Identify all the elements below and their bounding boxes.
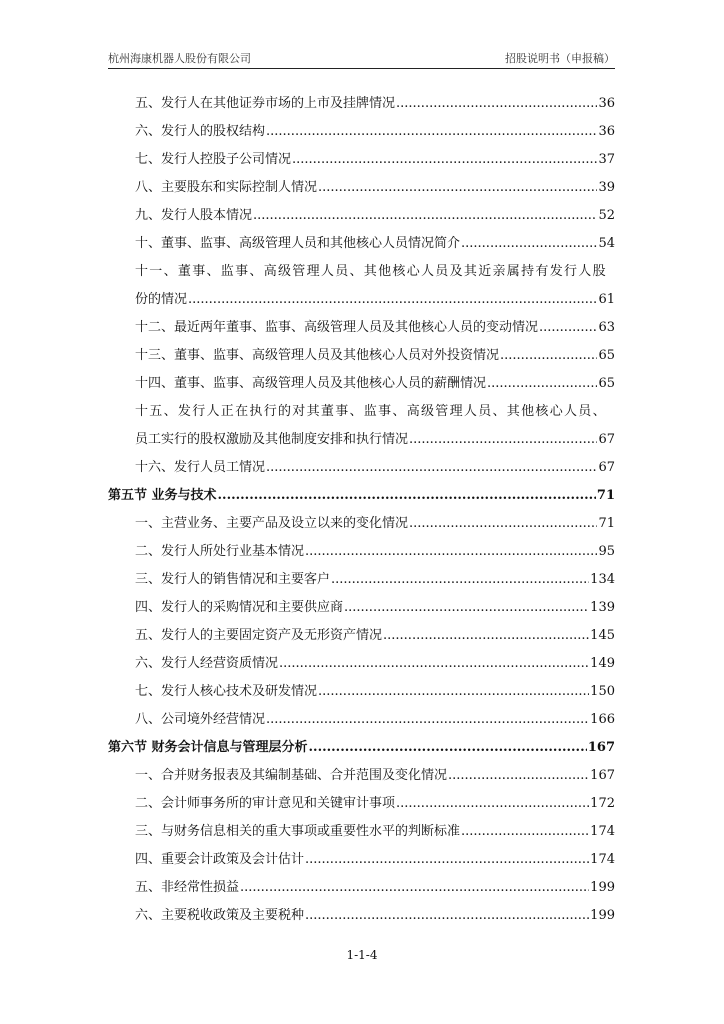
toc-page-number: 37 xyxy=(598,152,615,167)
table-of-contents xyxy=(108,84,615,924)
toc-page-number: 54 xyxy=(598,236,615,251)
toc-entry[interactable] xyxy=(108,196,615,224)
toc-page-number: 139 xyxy=(590,600,615,615)
toc-page-number: 167 xyxy=(587,740,615,755)
toc-entry-title: 九、发行人股本情况 xyxy=(135,208,253,223)
toc-entry[interactable] xyxy=(108,112,615,140)
toc-entry[interactable] xyxy=(108,308,615,336)
toc-dot-leader xyxy=(539,319,597,336)
toc-entry[interactable] xyxy=(108,168,615,196)
toc-page-number: 166 xyxy=(590,712,615,727)
toc-entry-title: 四、发行人的采购情况和主要供应商 xyxy=(135,600,344,615)
toc-entry[interactable] xyxy=(108,224,615,252)
toc-entry-title: 十三、董事、监事、高级管理人员及其他核心人员对外投资情况 xyxy=(135,348,500,363)
toc-page-number: 174 xyxy=(590,824,615,839)
header-divider xyxy=(108,68,615,69)
toc-dot-leader xyxy=(309,739,587,756)
toc-entry[interactable] xyxy=(108,672,615,700)
toc-entry-title: 第五节 业务与技术 xyxy=(108,488,217,503)
header-company-name: 杭州海康机器人股份有限公司 xyxy=(108,52,251,65)
toc-entry-title: 三、与财务信息相关的重大事项或重要性水平的判断标准 xyxy=(135,824,461,839)
toc-entry-title: 八、主要股东和实际控制人情况 xyxy=(135,180,318,195)
toc-dot-leader xyxy=(396,795,589,812)
toc-section-entry[interactable] xyxy=(108,728,615,756)
toc-entry[interactable] xyxy=(108,840,615,868)
toc-page-number: 52 xyxy=(598,208,615,223)
toc-page-number: 199 xyxy=(590,880,615,895)
toc-entry-title: 六、发行人经营资质情况 xyxy=(135,656,279,671)
toc-page-number: 149 xyxy=(590,656,615,671)
toc-entry-title: 二、发行人所处行业基本情况 xyxy=(135,544,305,559)
toc-entry-title: 一、合并财务报表及其编制基础、合并范围及变化情况 xyxy=(135,768,448,783)
toc-entry[interactable] xyxy=(108,504,615,532)
toc-entry-title: 第六节 财务会计信息与管理层分析 xyxy=(108,740,308,755)
toc-dot-leader xyxy=(279,655,589,672)
toc-page-number: 65 xyxy=(598,376,615,391)
toc-dot-leader xyxy=(266,123,597,140)
toc-entry-title: 十五、发行人正在执行的对其董事、监事、高级管理人员、其他核心人员、 xyxy=(135,404,607,419)
toc-page-number: 95 xyxy=(598,544,615,559)
toc-entry-title: 七、发行人控股子公司情况 xyxy=(135,152,292,167)
toc-entry[interactable] xyxy=(108,868,615,896)
toc-dot-leader xyxy=(318,179,597,196)
toc-entry-title: 三、发行人的销售情况和主要客户 xyxy=(135,572,331,587)
toc-page-number: 134 xyxy=(590,572,615,587)
toc-dot-leader xyxy=(266,459,597,476)
toc-dot-leader xyxy=(383,627,589,644)
toc-page-number: 67 xyxy=(598,460,615,475)
toc-page-number: 36 xyxy=(598,96,615,111)
toc-entry[interactable] xyxy=(108,448,615,476)
toc-entry[interactable] xyxy=(108,140,615,168)
toc-entry[interactable] xyxy=(108,756,615,784)
toc-entry-title: 二、会计师事务所的审计意见和关键审计事项 xyxy=(135,796,396,811)
toc-entry-title: 份的情况 xyxy=(135,292,188,307)
toc-entry-title: 一、主营业务、主要产品及设立以来的变化情况 xyxy=(135,516,409,531)
toc-entry[interactable] xyxy=(108,700,615,728)
toc-entry-title: 十、董事、监事、高级管理人员和其他核心人员情况简介 xyxy=(135,236,461,251)
toc-entry-title: 十二、最近两年董事、监事、高级管理人员及其他核心人员的变动情况 xyxy=(135,320,539,335)
toc-dot-leader xyxy=(318,683,589,700)
toc-entry[interactable] xyxy=(108,364,615,392)
toc-entry[interactable] xyxy=(108,392,615,420)
header-document-title: 招股说明书（申报稿） xyxy=(505,52,615,65)
toc-dot-leader xyxy=(305,851,589,868)
page-header xyxy=(108,48,615,68)
toc-dot-leader xyxy=(461,823,589,840)
toc-entry-title: 六、主要税收政策及主要税种 xyxy=(135,908,305,923)
toc-entry-title: 四、重要会计政策及会计估计 xyxy=(135,852,305,867)
toc-dot-leader xyxy=(292,151,597,168)
toc-dot-leader xyxy=(344,599,589,616)
toc-page-number: 150 xyxy=(590,684,615,699)
toc-entry[interactable] xyxy=(108,252,615,280)
toc-dot-leader xyxy=(487,375,597,392)
toc-entry[interactable] xyxy=(108,532,615,560)
toc-entry[interactable] xyxy=(108,896,615,924)
toc-entry-title: 七、发行人核心技术及研发情况 xyxy=(135,684,318,699)
toc-page-number: 61 xyxy=(598,292,615,307)
toc-entry[interactable] xyxy=(108,644,615,672)
toc-page-number: 65 xyxy=(598,348,615,363)
toc-entry-title: 十四、董事、监事、高级管理人员及其他核心人员的薪酬情况 xyxy=(135,376,487,391)
toc-entry-title: 五、发行人的主要固定资产及无形资产情况 xyxy=(135,628,383,643)
toc-entry[interactable] xyxy=(108,616,615,644)
toc-page-number: 39 xyxy=(598,180,615,195)
toc-dot-leader xyxy=(188,291,597,308)
toc-dot-leader xyxy=(305,907,589,924)
toc-dot-leader xyxy=(448,767,589,784)
toc-page-number: 174 xyxy=(590,852,615,867)
toc-dot-leader xyxy=(500,347,597,364)
toc-entry-title: 六、发行人的股权结构 xyxy=(135,124,266,139)
toc-page-number: 199 xyxy=(590,908,615,923)
toc-entry-title: 十一、董事、监事、高级管理人员、其他核心人员及其近亲属持有发行人股 xyxy=(135,264,607,279)
toc-dot-leader xyxy=(396,95,597,112)
toc-entry-title: 员工实行的股权激励及其他制度安排和执行情况 xyxy=(135,432,409,447)
toc-dot-leader xyxy=(409,515,597,532)
toc-dot-leader xyxy=(409,431,597,448)
toc-dot-leader xyxy=(253,207,597,224)
toc-entry[interactable] xyxy=(108,336,615,364)
toc-dot-leader xyxy=(331,571,589,588)
toc-entry[interactable] xyxy=(108,784,615,812)
toc-entry[interactable] xyxy=(108,812,615,840)
toc-entry[interactable] xyxy=(108,588,615,616)
toc-page-number: 63 xyxy=(598,320,615,335)
toc-page-number: 71 xyxy=(596,488,615,503)
toc-entry-title: 五、发行人在其他证券市场的上市及挂牌情况 xyxy=(135,96,396,111)
toc-dot-leader xyxy=(461,235,597,252)
toc-entry-title: 十六、发行人员工情况 xyxy=(135,460,266,475)
toc-page-number: 167 xyxy=(590,768,615,783)
toc-dot-leader xyxy=(218,487,596,504)
toc-entry-title: 五、非经常性损益 xyxy=(135,880,240,895)
toc-page-number: 67 xyxy=(598,432,615,447)
toc-page-number: 71 xyxy=(598,516,615,531)
toc-entry-title: 八、公司境外经营情况 xyxy=(135,712,266,727)
toc-entry[interactable] xyxy=(108,560,615,588)
toc-entry[interactable] xyxy=(108,280,615,308)
toc-dot-leader xyxy=(240,879,589,896)
toc-dot-leader xyxy=(305,543,597,560)
toc-entry[interactable] xyxy=(108,84,615,112)
toc-entry[interactable] xyxy=(108,420,615,448)
toc-section-entry[interactable] xyxy=(108,476,615,504)
toc-page-number: 172 xyxy=(590,796,615,811)
toc-page-number: 145 xyxy=(590,628,615,643)
toc-page-number: 36 xyxy=(598,124,615,139)
page-number: 1-1-4 xyxy=(346,948,378,962)
toc-dot-leader xyxy=(266,711,589,728)
